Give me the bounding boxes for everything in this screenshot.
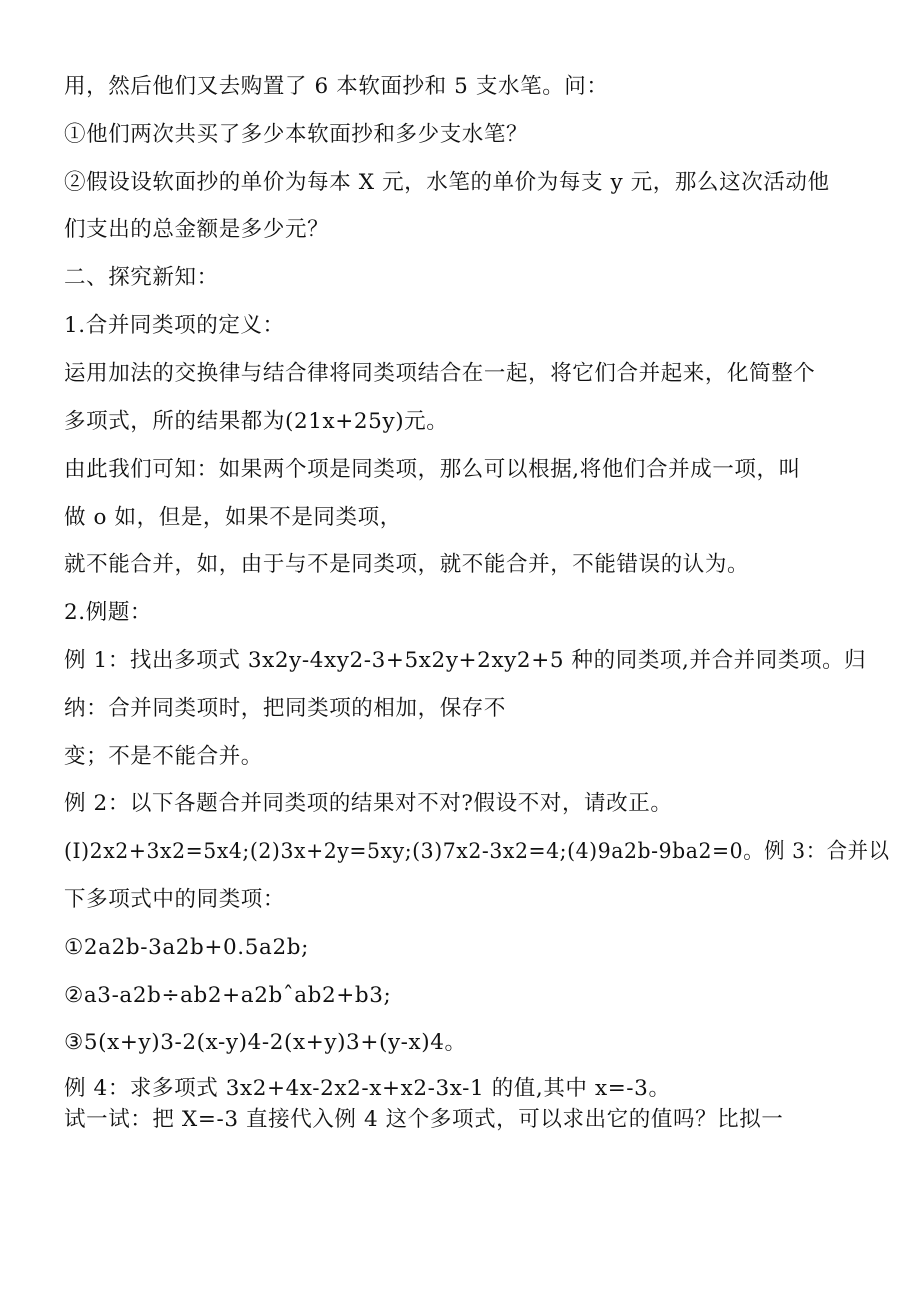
text-line: 例 1：找出多项式 3x2y-4xy2-3+5x2y+2xy2+5 种的同类项,并合并同类项。归 [64,648,867,673]
text-line: ①2a2b-3a2b+0.5a2b; [64,935,309,960]
text-line: ①他们两次共买了多少本软面抄和多少支水笔？ [64,122,529,147]
text-line: 用，然后他们又去购置了 6 本软面抄和 5 支水笔。问： [64,74,609,99]
text-line: 例 4：求多项式 3x2+4x-2x2-x+x2-3x-1 的值,其中 x=-3。 [64,1076,671,1101]
text-line: 做 o 如，但是，如果不是同类项， [64,505,402,530]
text-line: 由此我们可知：如果两个项是同类项，那么可以根据,将他们合并成一项，叫 [64,457,801,482]
text-line: 例 2：以下各题合并同类项的结果对不对?假设不对，请改正。 [64,791,673,816]
text-line: 下多项式中的同类项： [64,887,286,912]
text-line: 运用加法的交换律与结合律将同类项结合在一起，将它们合并起来，化简整个 [64,361,816,386]
text-line: 变；不是不能合并。 [64,744,263,769]
text-line: ②假设设软面抄的单价为每本 X 元，水笔的单价为每支 y 元，那么这次活动他 [64,170,830,195]
text-line: 就不能合并，如，由于与不是同类项，就不能合并，不能错误的认为。 [64,552,750,577]
text-line: 多项式，所的结果都为(21x+25y)元。 [64,409,449,434]
section-heading: 二、探究新知： [64,265,219,290]
text-line: 们支出的总金额是多少元？ [64,217,330,242]
text-line: 纳：合并同类项时，把同类项的相加，保存不 [64,696,507,721]
subsection-heading: 1.合并同类项的定义： [64,313,285,338]
text-line: (I)2x2+3x2=5x4;(2)3x+2y=5xy;(3)7x2-3x2=4;(4)9a2b-9ba2=0。例 3：合并以 [64,839,890,864]
subsection-heading: 2.例题： [64,600,153,625]
text-line: ②a3-a2b÷ab2+a2bˆab2+b3; [64,983,392,1008]
text-line: ③5(x+y)3-2(x-y)4-2(x+y)3+(y-x)4。 [64,1030,467,1055]
text-line: 试一试：把 X=-3 直接代入例 4 这个多项式，可以求出它的值吗？比拟一 [64,1107,784,1132]
